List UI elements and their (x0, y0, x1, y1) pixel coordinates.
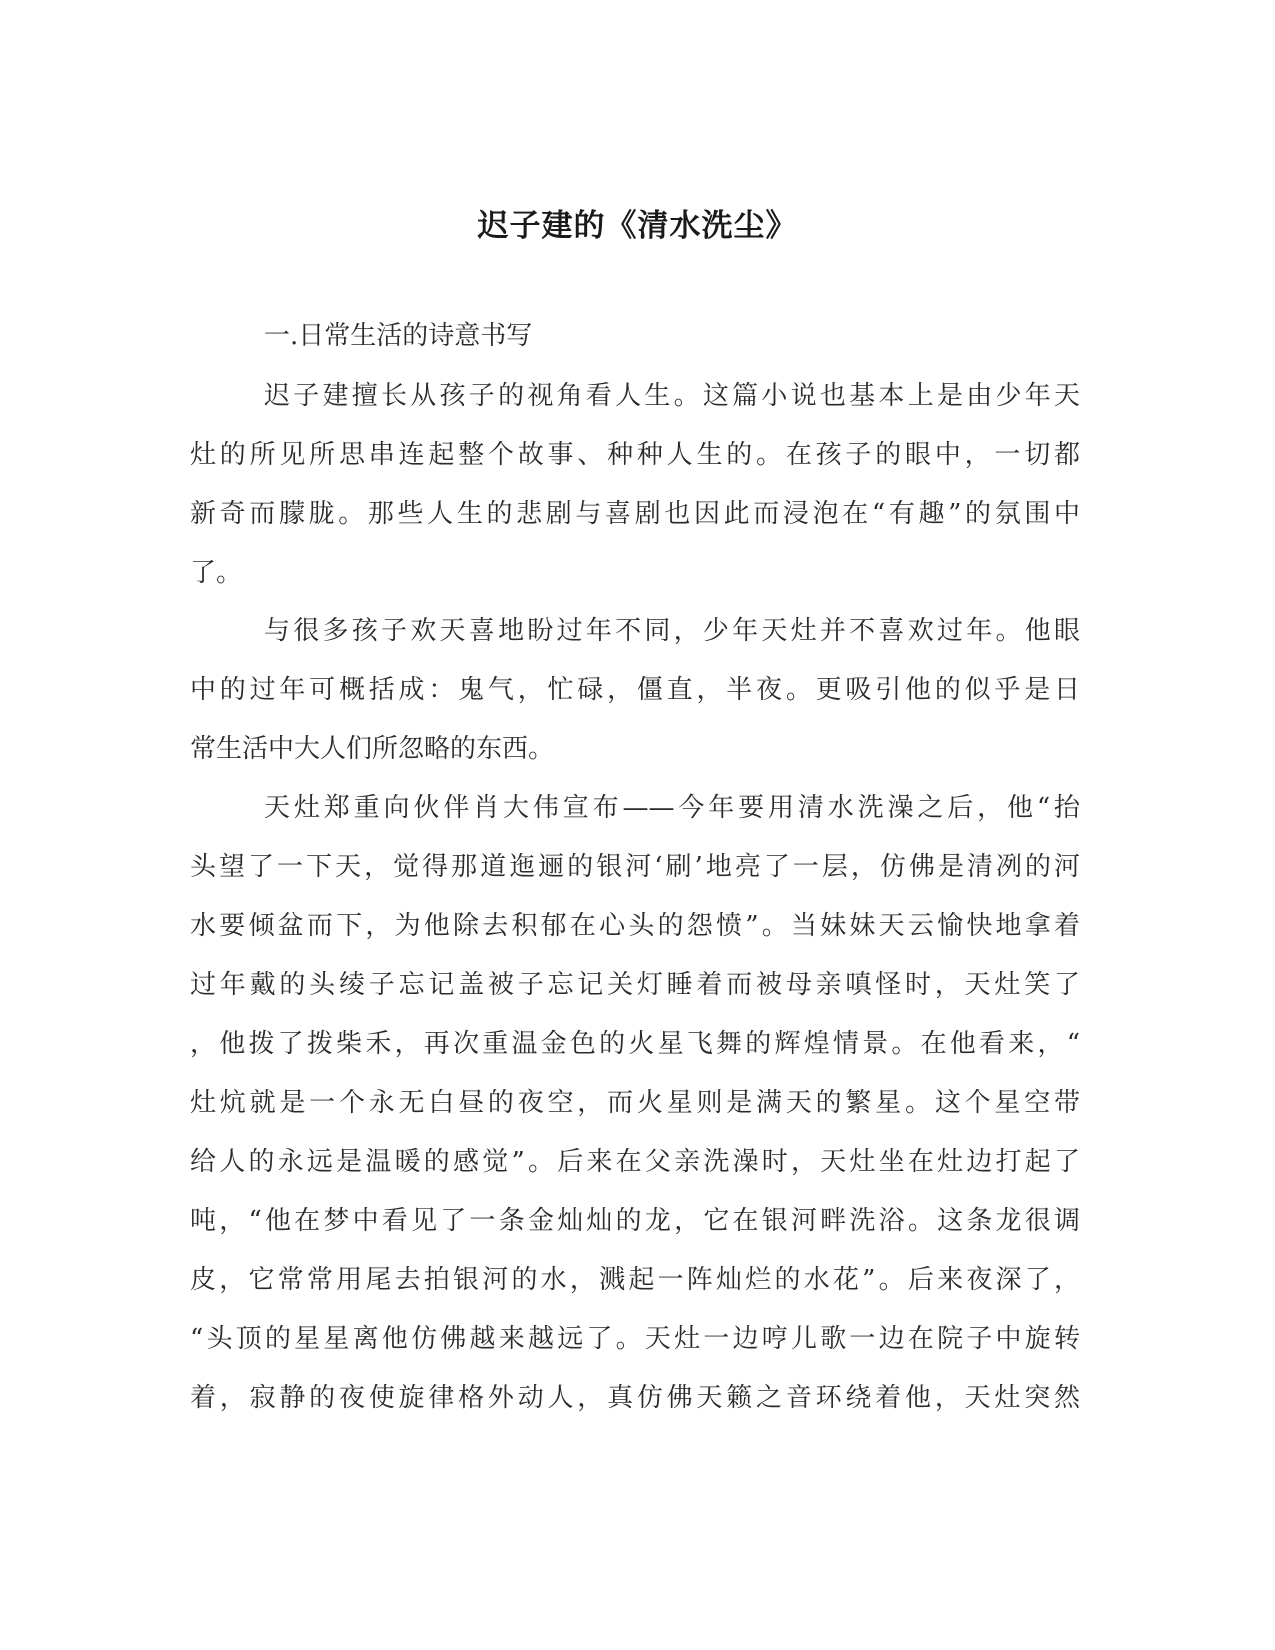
paragraph-line: “头顶的星星离他仿佛越来越远了。天灶一边哼儿歌一边在院子中旋转 (190, 1324, 1080, 1354)
paragraph-line: 中的过年可概括成：鬼气，忙碌，僵直，半夜。更吸引他的似乎是日 (190, 675, 1080, 705)
paragraph-line: 水要倾盆而下，为他除去积郁在心头的怨愤”。当妹妹天云愉快地拿着 (190, 911, 1080, 941)
paragraph-line: 与很多孩子欢天喜地盼过年不同，少年天灶并不喜欢过年。他眼 (264, 616, 1080, 646)
paragraph-line: 天灶郑重向伙伴肖大伟宣布——今年要用清水洗澡之后，他“抬 (264, 793, 1080, 823)
paragraph-line: 皮，它常常用尾去拍银河的水，溅起一阵灿烂的水花”。后来夜深了， (190, 1265, 1080, 1295)
paragraph-line: 迟子建擅长从孩子的视角看人生。这篇小说也基本上是由少年天 (264, 381, 1080, 411)
paragraph-line: 过年戴的头绫子忘记盖被子忘记关灯睡着而被母亲嗔怪时，天灶笑了 (190, 970, 1080, 1000)
paragraph-line: 给人的永远是温暖的感觉”。后来在父亲洗澡时，天灶坐在灶边打起了 (190, 1147, 1080, 1177)
paragraph-line: 头望了一下天，觉得那道迤逦的银河‘刷’地亮了一层，仿佛是清冽的河 (190, 852, 1080, 882)
paragraph-line: 灶的所见所思串连起整个故事、种种人生的。在孩子的眼中，一切都 (190, 440, 1080, 470)
paragraph-line: ，他拨了拨柴禾，再次重温金色的火星飞舞的辉煌情景。在他看来，“ (190, 1029, 1080, 1059)
paragraph-line: 新奇而朦胧。那些人生的悲剧与喜剧也因此而浸泡在“有趣”的氛围中 (190, 499, 1080, 529)
document-title: 迟子建的《清水洗尘》 (477, 208, 798, 244)
section-heading: 一.日常生活的诗意书写 (264, 321, 533, 351)
paragraph-line: 灶炕就是一个永无白昼的夜空，而火星则是满天的繁星。这个星空带 (190, 1088, 1080, 1118)
paragraph-line: 常生活中大人们所忽略的东西。 (190, 734, 555, 764)
paragraph-line: 吨，“他在梦中看见了一条金灿灿的龙，它在银河畔洗浴。这条龙很调 (190, 1206, 1080, 1236)
paragraph-line: 着，寂静的夜使旋律格外动人，真仿佛天籁之音环绕着他，天灶突然 (190, 1383, 1080, 1413)
paragraph-line: 了。 (190, 558, 243, 588)
